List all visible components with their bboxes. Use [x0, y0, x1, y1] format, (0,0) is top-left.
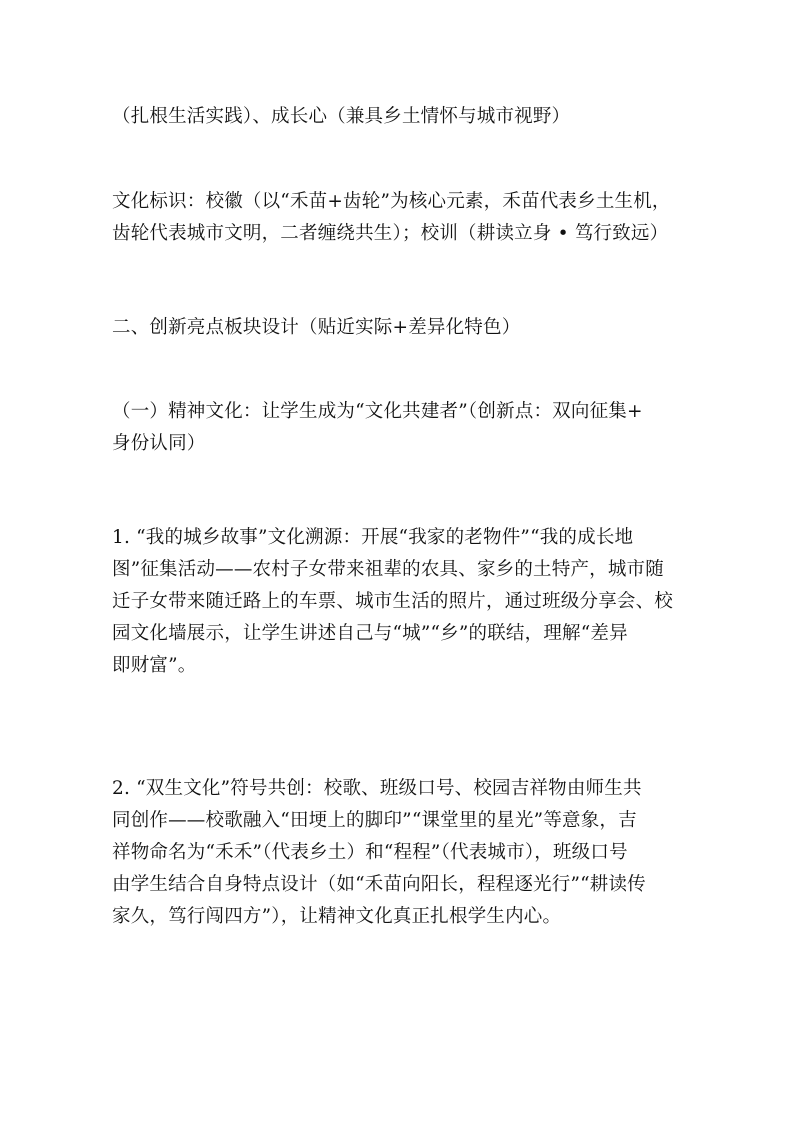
text-line: 同创作——校歌融入“田埂上的脚印”“课堂里的星光”等意象，吉 [112, 810, 637, 831]
paragraph-growth-heart [112, 101, 680, 133]
text-line: 二、创新亮点板块设计（贴近实际+差异化特色） [112, 317, 521, 338]
text-line: 家久，笃行闯四方”），让精神文化真正扎根学生内心。 [112, 906, 562, 927]
text-line: 迁子女带来随迁路上的车票、城市生活的照片，通过班级分享会、校 [112, 591, 674, 612]
subsection-heading-spiritual-culture [112, 396, 680, 460]
text-line: （一）精神文化：让学生成为“文化共建者”（创新点：双向征集+ [112, 401, 643, 422]
section-heading-innovation [112, 312, 680, 344]
text-line: 园文化墙展示，让学生讲述自己与“城”“乡”的联结，理解“差异 [112, 623, 628, 644]
text-line: 图”征集活动——农村子女带来祖辈的农具、家乡的土特产，城市随 [112, 559, 664, 580]
text-line: 2. “双生文化”符号共创：校歌、班级口号、校园吉祥物由师生共 [112, 778, 642, 799]
text-line: （扎根生活实践）、成长心（兼具乡土情怀与城市视野） [112, 106, 571, 127]
text-line: 祥物命名为“禾禾”（代表乡土）和“程程”（代表城市），班级口号 [112, 842, 628, 863]
text-line: 1. “我的城乡故事”文化溯源：开展“我家的老物件”“我的成长地 [112, 527, 634, 548]
text-line: 身份认同） [112, 433, 206, 454]
text-line: 即财富”。 [112, 655, 197, 676]
paragraph-cultural-identity [112, 186, 680, 250]
text-line: 由学生结合自身特点设计（如“禾苗向阳长，程程逐光行”“耕读传 [112, 874, 646, 895]
text-line: 齿轮代表城市文明，二者缠绕共生）；校训（耕读立身 • 笃行致远） [112, 223, 669, 244]
list-item-urban-rural-story [112, 522, 680, 682]
text-line: 文化标识：校徽（以“禾苗+齿轮”为核心元素，禾苗代表乡土生机， [112, 191, 671, 212]
list-item-dual-culture-symbols [112, 773, 680, 933]
